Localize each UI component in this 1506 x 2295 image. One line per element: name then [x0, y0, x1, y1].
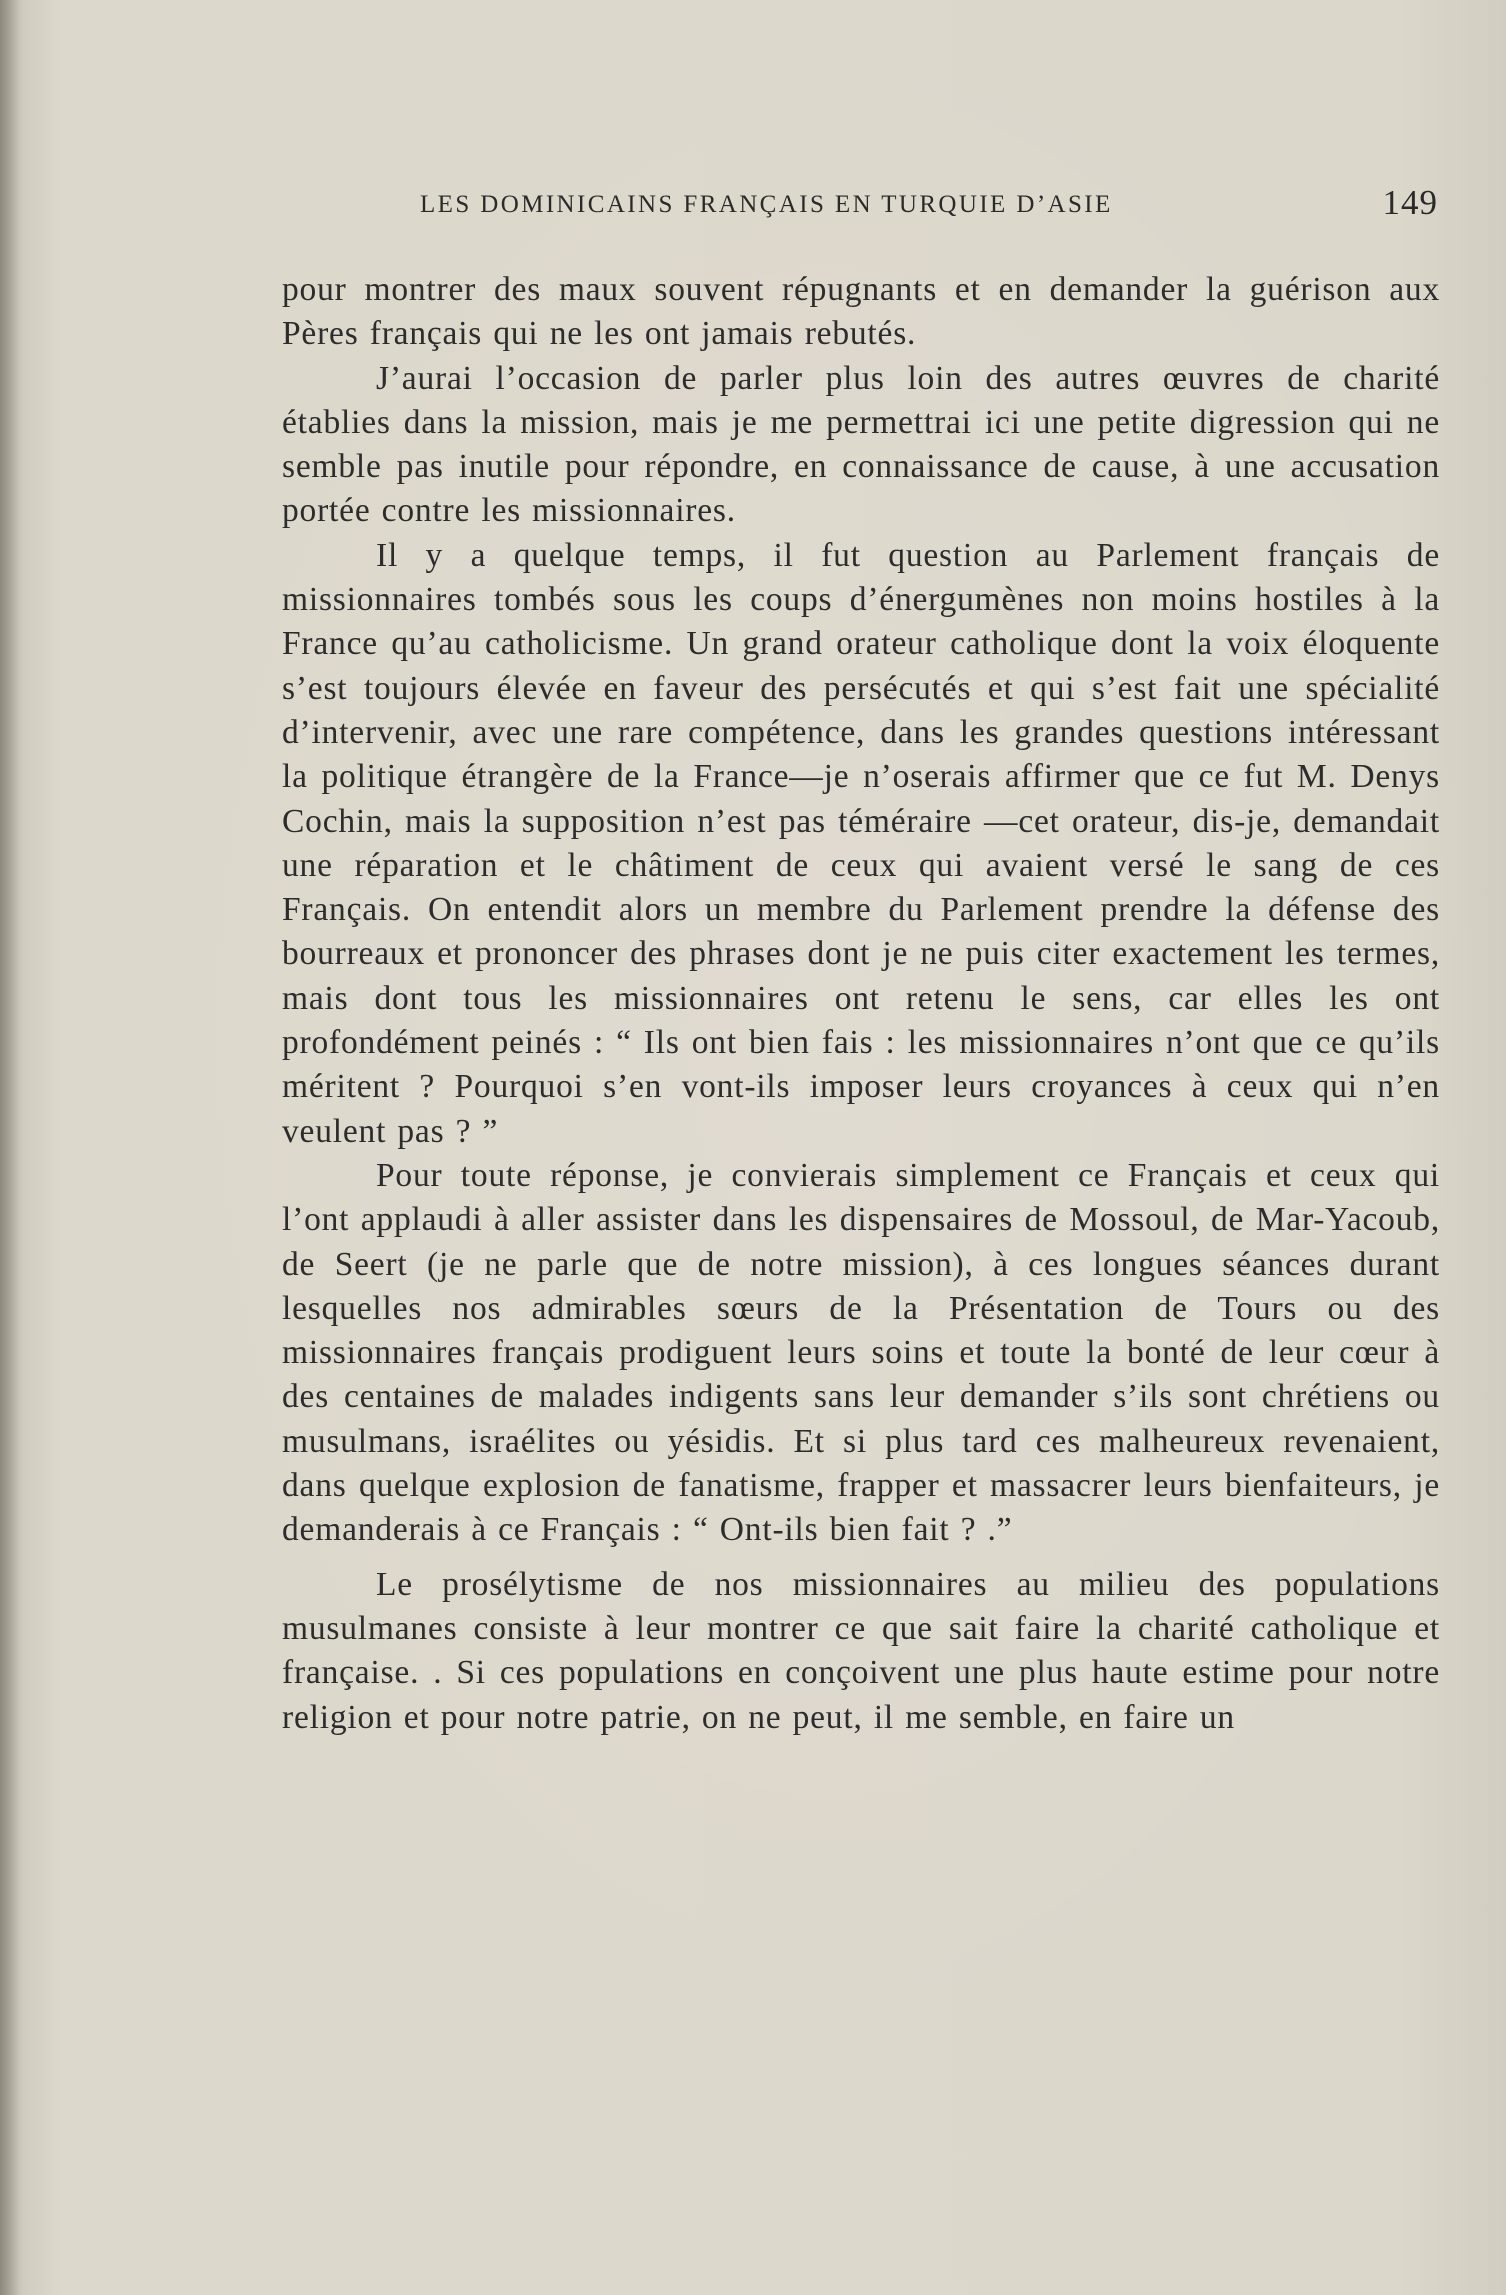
page-number: 149 [1382, 183, 1438, 222]
running-title: LES DOMINICAINS FRANÇAIS EN TURQUIE D’ASIE [420, 191, 1113, 218]
body-text [282, 268, 1440, 1740]
paragraph: Le prosélytisme de nos missionnaires au milieu des populations musulmanes consiste à leur montrer ce que sait faire la charité catholique et française. . Si ces populations en conçoivent une plus haute estime pour notre religion et pour notre patrie, on ne peut, il me semble, en faire un [282, 1565, 1440, 1736]
running-header [420, 183, 1438, 227]
paragraph: J’aurai l’occasion de parler plus loin des autres œuvres de charité établies dans la mission, mais je me permettrai ici une petite digression qui ne semble pas inutile pour répondre, en connaissance de cause, à une accusation portée contre les missionnaires. [282, 359, 1440, 530]
paragraph: Il y a quelque temps, il fut question au Parlement français de missionnaires tombés sous les coups d’énergumènes non moins hostiles à la France qu’au catholicisme. Un grand orateur catholique dont la voix éloquente s’est toujours élevée en faveur des persécutés et qui s’est fait une spécialité d’intervenir, avec une rare compétence, dans les grandes questions intéressant la politique étrangère de la France—je n’oserais affirmer que ce fut M. Denys Cochin, mais la supposition n’est pas téméraire —cet orateur, dis-je, demandait une réparation et le châtiment de ceux qui avaient versé le sang de ces Français. On entendit alors un membre du Parlement prendre la défense des bourreaux et prononcer des phrases dont je ne puis citer exactement les termes, mais dont tous les missionnaires ont retenu le sens, car elles les ont profondément peinés : “ Ils ont bien fais : les missionnaires n’ont que ce qu’ils méritent ? Pourquoi s’en vont-ils imposer leurs croyances à ceux qui n’en veulent pas ? ” [282, 536, 1440, 1150]
paragraph-continuation: pour montrer des maux souvent répugnants et en demander la guérison aux Pères français qui ne les ont jamais rebutés. [282, 271, 1440, 353]
paragraph: Pour toute réponse, je convierais simplement ce Français et ceux qui l’ont applaudi à aller assister dans les dispensaires de Mossoul, de Mar-Yacoub, de Seert (je ne parle que de notre mission), à ces longues séances durant lesquelles nos admirables sœurs de la Présentation de Tours ou des missionnaires français prodiguent leurs soins et toute la bonté de leur cœur à des centaines de malades indigents sans leur demander s’ils sont chrétiens ou musulmans, israélites ou yésidis. Et si plus tard ces malheureux revenaient, dans quelque explosion de fanatisme, frapper et massacrer leurs bienfaiteurs, je demanderais à ce Français : “ Ont-ils bien fait ? .” [282, 1156, 1440, 1549]
gutter-shadow [0, 0, 22, 2295]
